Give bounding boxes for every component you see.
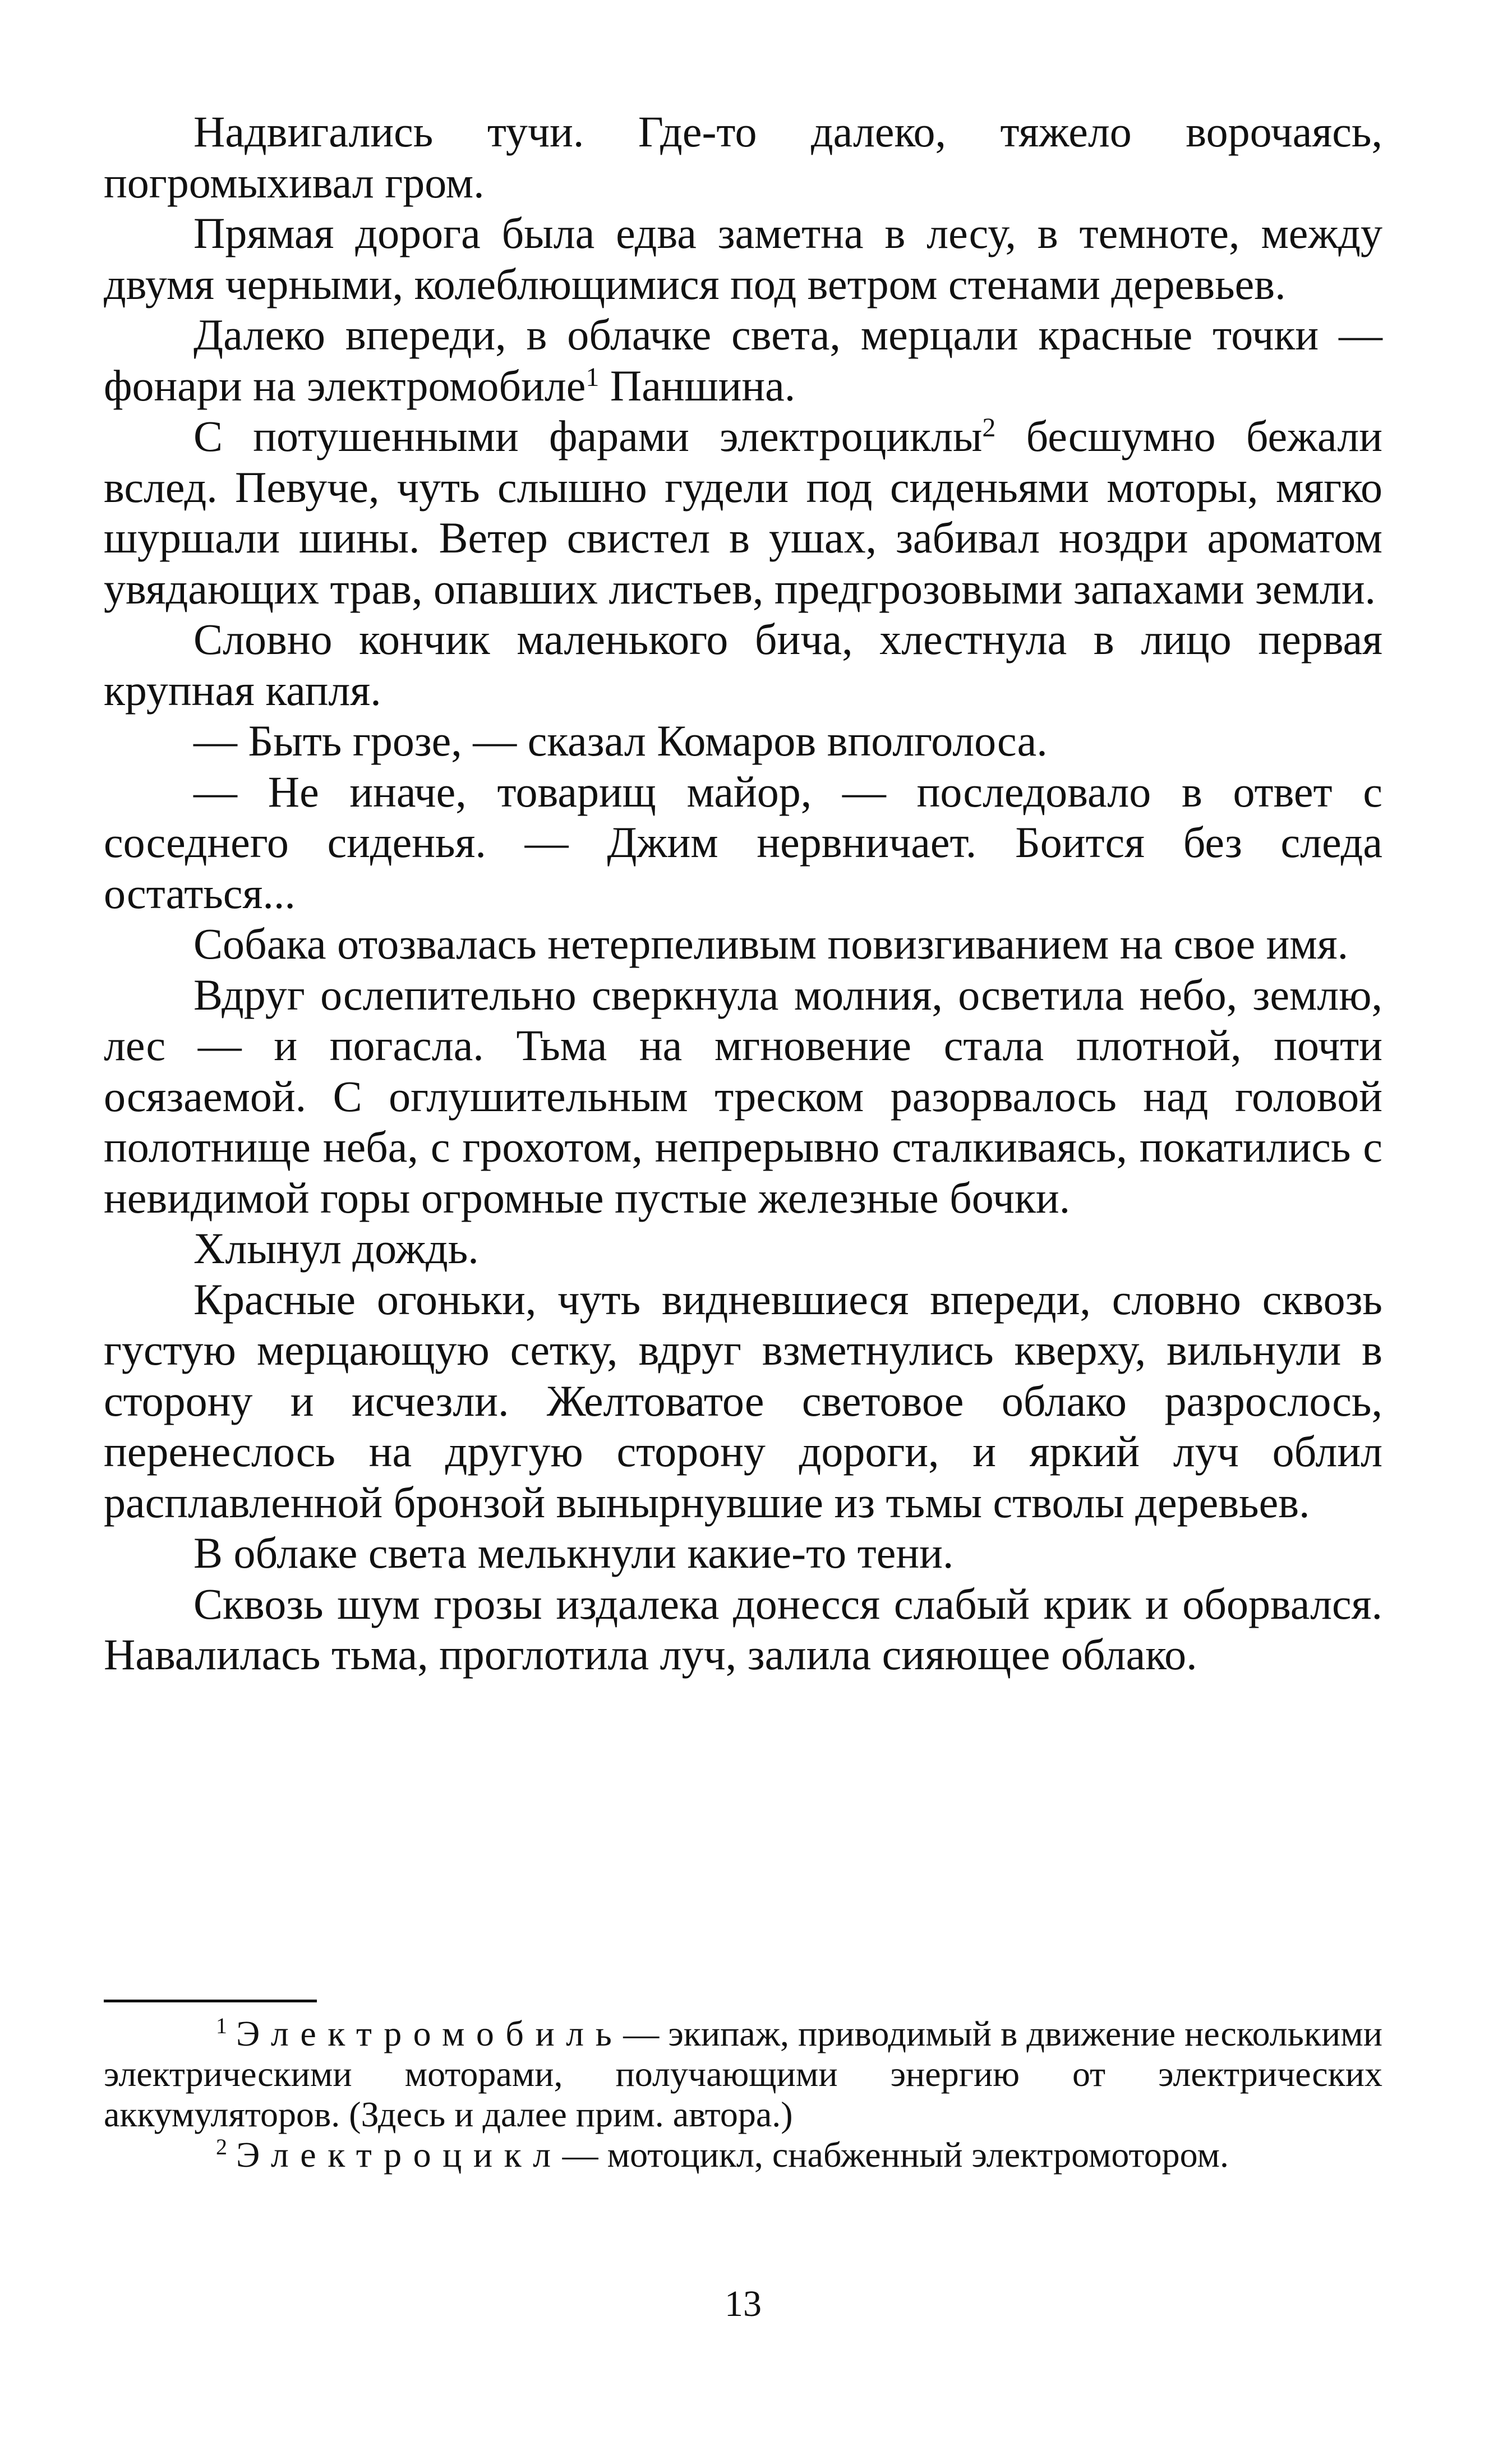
paragraph: Собака отозвалась нетерпеливым повизгиванием на свое имя. bbox=[193, 919, 1349, 968]
paragraph: Хлынул дождь. bbox=[193, 1224, 479, 1273]
dialogue-line: — Быть грозе, — сказал Комаров вполголоса. bbox=[193, 716, 1048, 765]
paragraph-text: С потушенными фарами электроциклы bbox=[193, 412, 983, 460]
paragraph: В облаке света мелькнули какие-то тени. bbox=[193, 1528, 954, 1577]
footnote-number: 1 bbox=[216, 2013, 227, 2038]
paragraph bbox=[104, 411, 1382, 614]
footnote-marker: 1 bbox=[586, 362, 600, 392]
footnote-separator bbox=[104, 2000, 317, 2002]
paragraph: Надвигались тучи. Где-то далеко, тяжело ворочаясь, погромыхивал гром. bbox=[104, 107, 1382, 207]
paragraph: Прямая дорога была едва заметна в лесу, в темноте, между двумя черными, колеблющимися под ветром стенами деревьев. bbox=[104, 209, 1382, 308]
book-page bbox=[104, 107, 1382, 2378]
footnotes bbox=[104, 2014, 1382, 2175]
paragraph: Словно кончик маленького бича, хлестнула в лицо первая крупная капля. bbox=[104, 615, 1382, 715]
footnote-text: — экипаж, приводимый в движение несколькими электрическими моторами, получающими энергию от электрических аккумуляторов. (Здесь и далее прим. автора.) bbox=[104, 2014, 1382, 2134]
paragraph bbox=[104, 310, 1382, 411]
footnote bbox=[104, 2014, 1382, 2135]
paragraph-text: бесшумно бежали вслед. Певуче, чуть слышно гудели под сиденьями моторы, мягко шуршали шины. Ветер свистел в ушах, забивал ноздри ароматом увядающих трав, опавших листьев, предгрозовыми запахами земли. bbox=[104, 412, 1382, 613]
footnote-marker: 2 bbox=[982, 413, 996, 443]
paragraph-text: Далеко впереди, в облачке света, мерцали красные точки — фонари на электромобиле bbox=[104, 310, 1382, 410]
footnote-term: Электромобиль bbox=[236, 2014, 624, 2053]
footnote-text: — мотоцикл, снабженный электромотором. bbox=[562, 2135, 1229, 2175]
footnote-term: Электроцикл bbox=[236, 2135, 563, 2175]
dialogue-line: — Не иначе, товарищ майор, — последовало в ответ с соседнего сиденья. — Джим нервничает. Боится без следа остаться... bbox=[104, 767, 1382, 918]
paragraph-text: Паншина. bbox=[599, 361, 796, 410]
paragraph: Красные огоньки, чуть видневшиеся впереди, словно сквозь густую мерцающую сетку, вдруг взметнулись кверху, вильнули в сторону и исчезли. Желтоватое световое облако разрослось, перенеслось на другую сторону дороги, и яркий луч облил расплавленной бронзой вынырнувшие из тьмы стволы деревьев. bbox=[104, 1274, 1382, 1527]
main-text bbox=[104, 107, 1382, 1680]
page-number: 13 bbox=[725, 2283, 762, 2324]
paragraph: Сквозь шум грозы издалека донесся слабый крик и оборвался. Навалилась тьма, проглотила луч, залила сияющее облако. bbox=[104, 1579, 1382, 1679]
footnote-number: 2 bbox=[216, 2134, 227, 2159]
footnote bbox=[104, 2135, 1382, 2175]
paragraph: Вдруг ослепительно сверкнула молния, осветила небо, землю, лес — и погасла. Тьма на мгновение стала плотной, почти осязаемой. С оглушительным треском разорвалось над головой полотнище неба, с грохотом, непрерывно сталкиваясь, покатились с невидимой горы огромные пустые железные бочки. bbox=[104, 970, 1382, 1222]
